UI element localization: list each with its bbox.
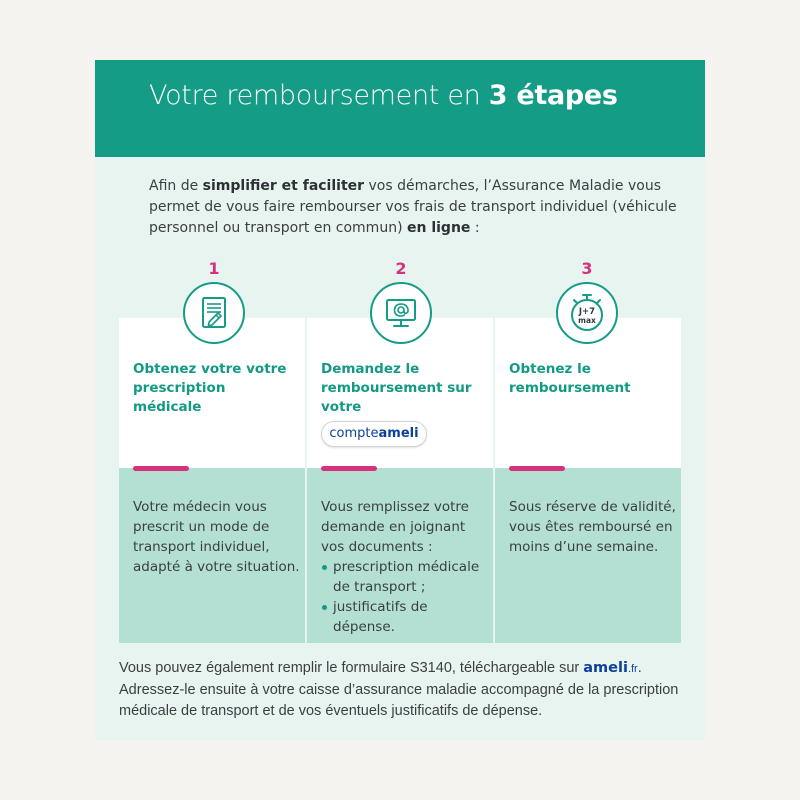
step-1-divider [133,466,189,471]
step-2-body-text: Vous remplissez votre demande en joignant vos documents : [321,499,469,555]
ameli-link-suffix[interactable]: .fr [627,663,638,675]
ameli-link[interactable]: ameli [583,660,628,676]
page-title: Votre remboursement en 3 étapes [149,80,618,111]
intro-emphasis-2: en ligne [406,220,471,236]
intro-paragraph: Afin de simplifier et faciliter vos démarches, l’Assurance Maladie vous permet de vous faire rembourser vos frais de transport individuel (véhicule personnel ou transport en commun) en ligne : [149,178,677,236]
step-1-description: Votre médecin vous prescrit un mode de transport individuel, adapté à votre situation. [133,499,300,575]
header-banner [95,60,705,157]
step-3-column [495,318,681,643]
footer-note: Vous pouvez également remplir le formulaire S3140, téléchargeable sur ameli.fr. Adressez-le ensuite à votre caisse d’assurance maladie accompagné de la prescription médicale de transport et de vos éventuels justificatifs de dépense. [119,660,679,719]
list-item: prescription médicale de transport ; [321,557,491,597]
intro-emphasis-1: simplifier et faciliter [202,178,365,194]
step-2-column [307,318,493,643]
step-2-document-list [321,557,491,637]
computer-at-icon [370,282,432,344]
badge-ameli: ameli [378,426,419,441]
step-3-description: Sous réserve de validité, vous êtes remboursé en moins d’une semaine. [509,499,676,555]
stopwatch-icon [556,282,618,344]
compte-ameli-badge[interactable] [321,421,427,447]
step-2-title: Demandez le remboursement sur votre [321,361,472,415]
step-2-divider [321,466,377,471]
step-2-number: 2 [395,259,407,278]
page-title-emphasis: 3 étapes [488,80,618,111]
step-1-title: Obtenez votre votre prescription médicale [133,361,287,415]
step-3-number: 3 [581,259,593,278]
step-3-divider [509,466,565,471]
step-1-number: 1 [208,259,220,278]
badge-compte: compte [329,426,379,441]
stopwatch-label-max: max [578,316,596,325]
step-3-title: Obtenez le remboursement [509,361,631,396]
step-1-column [119,318,305,643]
info-card [95,60,705,740]
step-2-description [321,497,491,637]
prescription-document-icon [183,282,245,344]
stopwatch-label-days: J+7 [578,307,596,317]
list-item: justificatifs de dépense. [321,597,491,637]
